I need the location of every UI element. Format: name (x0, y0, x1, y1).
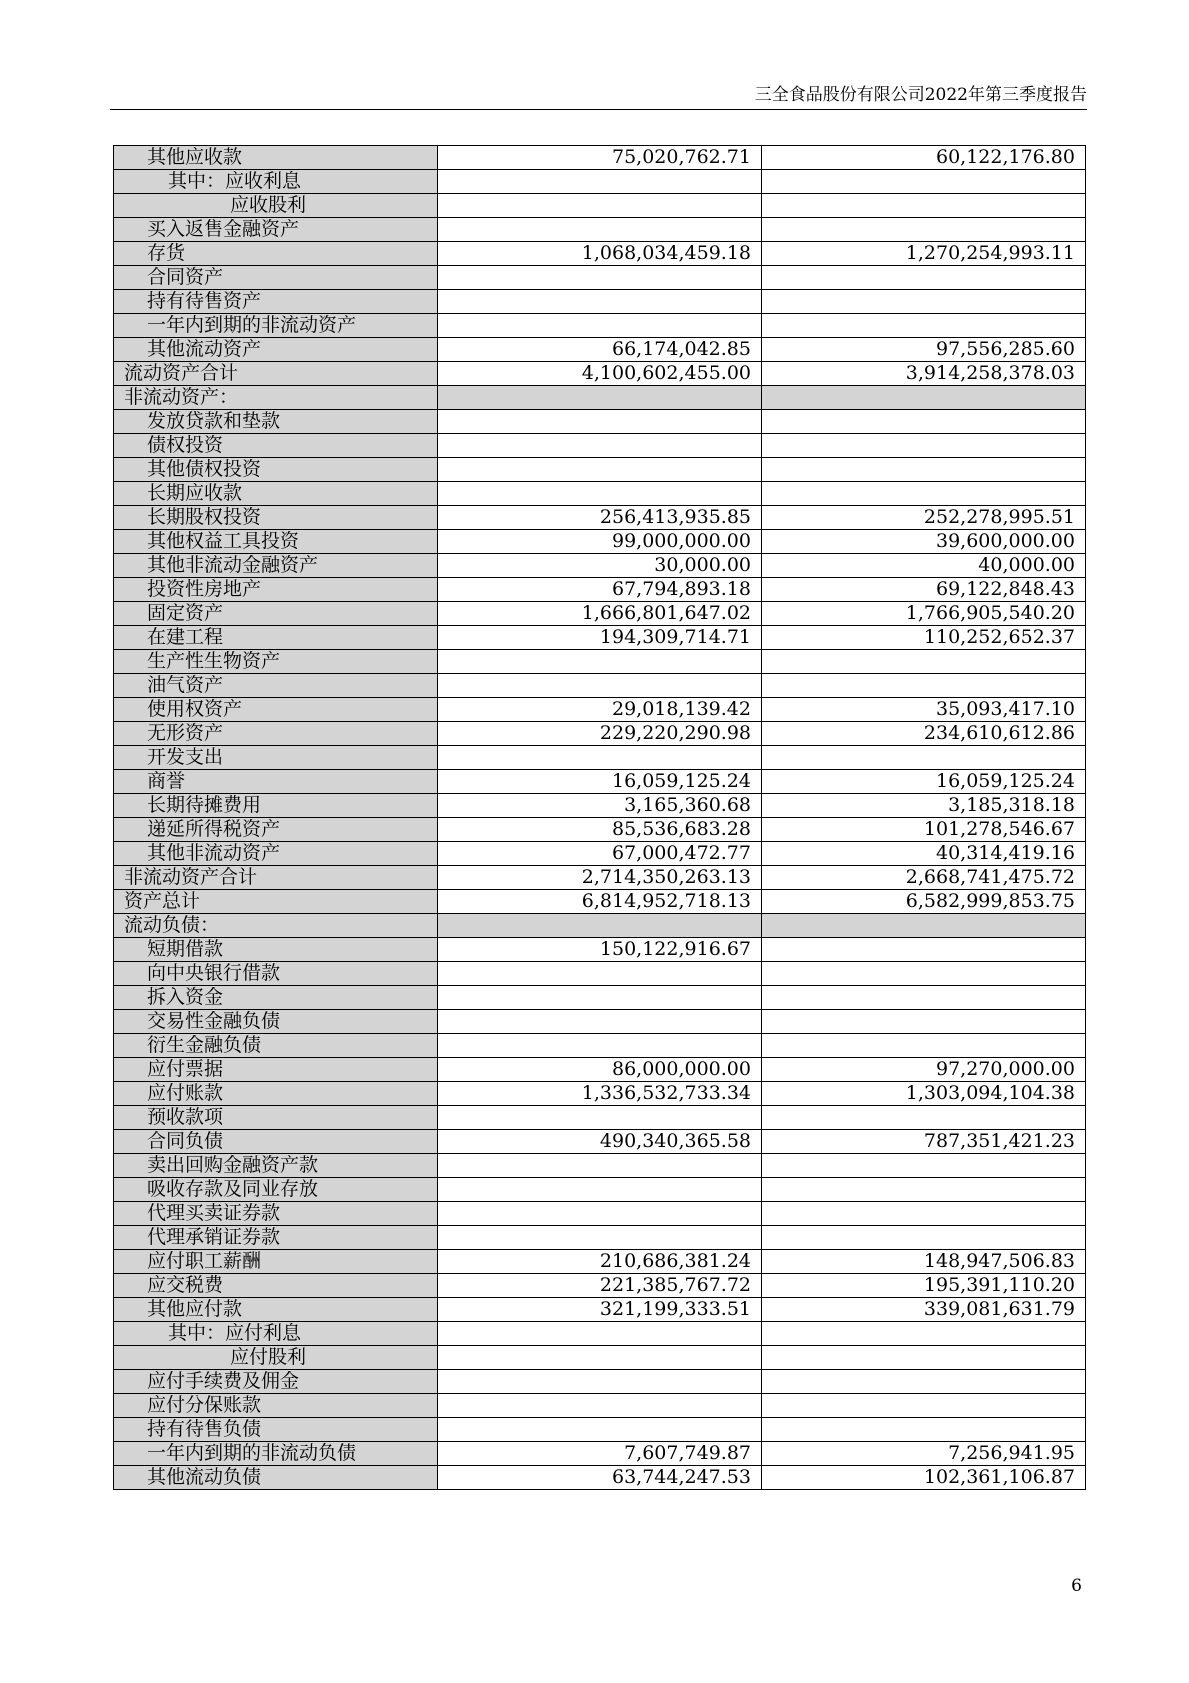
table-row (114, 194, 1086, 218)
prior-year-end-value (762, 266, 1086, 290)
period-end-value (438, 1178, 762, 1202)
table-row (114, 602, 1086, 626)
table-row (114, 1226, 1086, 1250)
period-end-value: 16,059,125.24 (438, 770, 762, 794)
period-end-value: 6,814,952,718.13 (438, 890, 762, 914)
prior-year-end-value (762, 938, 1086, 962)
row-label: 应付票据 (114, 1058, 438, 1082)
table-row (114, 746, 1086, 770)
row-label: 一年内到期的非流动负债 (114, 1442, 438, 1466)
table-row (114, 770, 1086, 794)
table-row (114, 458, 1086, 482)
table-row (114, 890, 1086, 914)
table-row (114, 818, 1086, 842)
table-row (114, 434, 1086, 458)
period-end-value (438, 1106, 762, 1130)
table-row (114, 338, 1086, 362)
table-row (114, 794, 1086, 818)
row-label: 合同资产 (114, 266, 438, 290)
row-label: 在建工程 (114, 626, 438, 650)
prior-year-end-value (762, 458, 1086, 482)
period-end-value: 194,309,714.71 (438, 626, 762, 650)
period-end-value (438, 314, 762, 338)
table-row (114, 1106, 1086, 1130)
row-label: 投资性房地产 (114, 578, 438, 602)
table-row (114, 962, 1086, 986)
period-end-value: 29,018,139.42 (438, 698, 762, 722)
prior-year-end-value (762, 290, 1086, 314)
row-label: 无形资产 (114, 722, 438, 746)
table-row (114, 626, 1086, 650)
row-label: 流动资产合计 (114, 362, 438, 386)
period-end-value: 221,385,767.72 (438, 1274, 762, 1298)
table-row (114, 578, 1086, 602)
table-row (114, 842, 1086, 866)
prior-year-end-value: 195,391,110.20 (762, 1274, 1086, 1298)
period-end-value (438, 266, 762, 290)
period-end-value (438, 434, 762, 458)
period-end-value (438, 410, 762, 434)
prior-year-end-value (762, 1394, 1086, 1418)
row-label: 其他权益工具投资 (114, 530, 438, 554)
period-end-value (438, 1418, 762, 1442)
period-end-value: 67,000,472.77 (438, 842, 762, 866)
row-label: 向中央银行借款 (114, 962, 438, 986)
table-row (114, 986, 1086, 1010)
table-row (114, 170, 1086, 194)
prior-year-end-value: 7,256,941.95 (762, 1442, 1086, 1466)
prior-year-end-value: 40,000.00 (762, 554, 1086, 578)
period-end-value: 66,174,042.85 (438, 338, 762, 362)
period-end-value: 150,122,916.67 (438, 938, 762, 962)
period-end-value: 86,000,000.00 (438, 1058, 762, 1082)
row-label: 使用权资产 (114, 698, 438, 722)
prior-year-end-value: 40,314,419.16 (762, 842, 1086, 866)
period-end-value: 99,000,000.00 (438, 530, 762, 554)
row-label: 生产性生物资产 (114, 650, 438, 674)
row-label: 长期应收款 (114, 482, 438, 506)
row-label: 其他债权投资 (114, 458, 438, 482)
row-label: 长期待摊费用 (114, 794, 438, 818)
prior-year-end-value (762, 914, 1086, 938)
prior-year-end-value (762, 1370, 1086, 1394)
period-end-value (438, 218, 762, 242)
table-row (114, 1154, 1086, 1178)
row-label: 一年内到期的非流动资产 (114, 314, 438, 338)
prior-year-end-value (762, 194, 1086, 218)
prior-year-end-value: 1,766,905,540.20 (762, 602, 1086, 626)
period-end-value (438, 1346, 762, 1370)
prior-year-end-value: 110,252,652.37 (762, 626, 1086, 650)
row-label: 存货 (114, 242, 438, 266)
period-end-value (438, 746, 762, 770)
prior-year-end-value (762, 674, 1086, 698)
row-label: 其他流动资产 (114, 338, 438, 362)
row-label: 其他非流动金融资产 (114, 554, 438, 578)
period-end-value: 256,413,935.85 (438, 506, 762, 530)
balance-sheet-body (114, 146, 1086, 1490)
row-label: 其他应收款 (114, 146, 438, 170)
period-end-value (438, 1034, 762, 1058)
row-label: 应付分保账款 (114, 1394, 438, 1418)
row-label: 其中：应收利息 (114, 170, 438, 194)
row-label: 合同负债 (114, 1130, 438, 1154)
table-row (114, 674, 1086, 698)
period-end-value (438, 458, 762, 482)
row-label: 应付手续费及佣金 (114, 1370, 438, 1394)
period-end-value (438, 1226, 762, 1250)
prior-year-end-value: 1,270,254,993.11 (762, 242, 1086, 266)
row-label: 预收款项 (114, 1106, 438, 1130)
table-row (114, 1370, 1086, 1394)
prior-year-end-value: 234,610,612.86 (762, 722, 1086, 746)
table-row (114, 1346, 1086, 1370)
table-row (114, 1322, 1086, 1346)
period-end-value: 1,068,034,459.18 (438, 242, 762, 266)
prior-year-end-value (762, 1154, 1086, 1178)
prior-year-end-value (762, 1418, 1086, 1442)
table-row (114, 1298, 1086, 1322)
prior-year-end-value: 60,122,176.80 (762, 146, 1086, 170)
row-label: 代理买卖证券款 (114, 1202, 438, 1226)
prior-year-end-value (762, 746, 1086, 770)
table-row (114, 722, 1086, 746)
table-row (114, 1058, 1086, 1082)
row-label: 固定资产 (114, 602, 438, 626)
table-row (114, 866, 1086, 890)
period-end-value (438, 290, 762, 314)
prior-year-end-value: 3,914,258,378.03 (762, 362, 1086, 386)
prior-year-end-value (762, 1034, 1086, 1058)
period-end-value: 321,199,333.51 (438, 1298, 762, 1322)
prior-year-end-value (762, 434, 1086, 458)
row-label: 长期股权投资 (114, 506, 438, 530)
prior-year-end-value: 16,059,125.24 (762, 770, 1086, 794)
table-section-row (114, 386, 1086, 410)
period-end-value (438, 1202, 762, 1226)
row-label: 非流动资产： (114, 386, 438, 410)
period-end-value (438, 170, 762, 194)
row-label: 衍生金融负债 (114, 1034, 438, 1058)
row-label: 非流动资产合计 (114, 866, 438, 890)
period-end-value (438, 194, 762, 218)
prior-year-end-value (762, 218, 1086, 242)
row-label: 债权投资 (114, 434, 438, 458)
table-row (114, 506, 1086, 530)
prior-year-end-value: 97,270,000.00 (762, 1058, 1086, 1082)
period-end-value (438, 386, 762, 410)
period-end-value (438, 674, 762, 698)
table-row (114, 1274, 1086, 1298)
table-row (114, 146, 1086, 170)
prior-year-end-value: 148,947,506.83 (762, 1250, 1086, 1274)
prior-year-end-value (762, 1106, 1086, 1130)
prior-year-end-value: 252,278,995.51 (762, 506, 1086, 530)
table-row (114, 410, 1086, 434)
period-end-value (438, 914, 762, 938)
period-end-value: 67,794,893.18 (438, 578, 762, 602)
period-end-value: 490,340,365.58 (438, 1130, 762, 1154)
prior-year-end-value (762, 1010, 1086, 1034)
table-row (114, 482, 1086, 506)
table-row (114, 242, 1086, 266)
row-label: 代理承销证券款 (114, 1226, 438, 1250)
prior-year-end-value (762, 1322, 1086, 1346)
row-label: 交易性金融负债 (114, 1010, 438, 1034)
row-label: 应付职工薪酬 (114, 1250, 438, 1274)
table-row (114, 290, 1086, 314)
table-row (114, 218, 1086, 242)
row-label: 应收股利 (114, 194, 438, 218)
table-row (114, 554, 1086, 578)
period-end-value (438, 650, 762, 674)
row-label: 持有待售负债 (114, 1418, 438, 1442)
table-row (114, 1466, 1086, 1490)
table-row (114, 1010, 1086, 1034)
table-row (114, 1418, 1086, 1442)
prior-year-end-value: 339,081,631.79 (762, 1298, 1086, 1322)
period-end-value: 7,607,749.87 (438, 1442, 762, 1466)
row-label: 资产总计 (114, 890, 438, 914)
row-label: 吸收存款及同业存放 (114, 1178, 438, 1202)
period-end-value: 85,536,683.28 (438, 818, 762, 842)
prior-year-end-value: 2,668,741,475.72 (762, 866, 1086, 890)
table-row (114, 1130, 1086, 1154)
period-end-value: 4,100,602,455.00 (438, 362, 762, 386)
period-end-value: 30,000.00 (438, 554, 762, 578)
prior-year-end-value: 97,556,285.60 (762, 338, 1086, 362)
prior-year-end-value: 69,122,848.43 (762, 578, 1086, 602)
prior-year-end-value: 102,361,106.87 (762, 1466, 1086, 1490)
row-label: 其中：应付利息 (114, 1322, 438, 1346)
table-row (114, 1034, 1086, 1058)
prior-year-end-value (762, 650, 1086, 674)
row-label: 流动负债： (114, 914, 438, 938)
prior-year-end-value (762, 1178, 1086, 1202)
period-end-value (438, 1154, 762, 1178)
period-end-value (438, 1370, 762, 1394)
period-end-value: 1,666,801,647.02 (438, 602, 762, 626)
table-row (114, 266, 1086, 290)
period-end-value: 75,020,762.71 (438, 146, 762, 170)
table-row (114, 1202, 1086, 1226)
period-end-value: 1,336,532,733.34 (438, 1082, 762, 1106)
row-label: 短期借款 (114, 938, 438, 962)
table-row (114, 1442, 1086, 1466)
period-end-value: 63,744,247.53 (438, 1466, 762, 1490)
table-section-row (114, 914, 1086, 938)
prior-year-end-value: 3,185,318.18 (762, 794, 1086, 818)
prior-year-end-value: 1,303,094,104.38 (762, 1082, 1086, 1106)
table-row (114, 1250, 1086, 1274)
period-end-value: 229,220,290.98 (438, 722, 762, 746)
row-label: 应付股利 (114, 1346, 438, 1370)
table-row (114, 314, 1086, 338)
table-row (114, 530, 1086, 554)
period-end-value (438, 962, 762, 986)
table-row (114, 938, 1086, 962)
prior-year-end-value (762, 410, 1086, 434)
row-label: 持有待售资产 (114, 290, 438, 314)
table-row (114, 1178, 1086, 1202)
row-label: 买入返售金融资产 (114, 218, 438, 242)
period-end-value (438, 986, 762, 1010)
prior-year-end-value (762, 170, 1086, 194)
prior-year-end-value: 787,351,421.23 (762, 1130, 1086, 1154)
header-divider (110, 109, 1087, 110)
period-end-value (438, 1010, 762, 1034)
row-label: 开发支出 (114, 746, 438, 770)
period-end-value: 210,686,381.24 (438, 1250, 762, 1274)
prior-year-end-value: 39,600,000.00 (762, 530, 1086, 554)
prior-year-end-value (762, 482, 1086, 506)
table-row (114, 1394, 1086, 1418)
prior-year-end-value (762, 1202, 1086, 1226)
prior-year-end-value: 35,093,417.10 (762, 698, 1086, 722)
prior-year-end-value (762, 986, 1086, 1010)
row-label: 应交税费 (114, 1274, 438, 1298)
row-label: 其他流动负债 (114, 1466, 438, 1490)
report-header-title: 三全食品股份有限公司2022年第三季度报告 (754, 85, 1087, 105)
prior-year-end-value (762, 962, 1086, 986)
row-label: 卖出回购金融资产款 (114, 1154, 438, 1178)
row-label: 应付账款 (114, 1082, 438, 1106)
row-label: 递延所得税资产 (114, 818, 438, 842)
balance-sheet-table (113, 145, 1086, 1490)
row-label: 发放贷款和垫款 (114, 410, 438, 434)
table-row (114, 1082, 1086, 1106)
table-row (114, 650, 1086, 674)
period-end-value (438, 1322, 762, 1346)
period-end-value (438, 1394, 762, 1418)
row-label: 其他应付款 (114, 1298, 438, 1322)
period-end-value: 3,165,360.68 (438, 794, 762, 818)
prior-year-end-value: 6,582,999,853.75 (762, 890, 1086, 914)
row-label: 拆入资金 (114, 986, 438, 1010)
table-row (114, 362, 1086, 386)
page-number: 6 (1071, 1576, 1082, 1596)
prior-year-end-value (762, 1346, 1086, 1370)
row-label: 油气资产 (114, 674, 438, 698)
prior-year-end-value (762, 1226, 1086, 1250)
row-label: 商誉 (114, 770, 438, 794)
period-end-value (438, 482, 762, 506)
row-label: 其他非流动资产 (114, 842, 438, 866)
table-row (114, 698, 1086, 722)
prior-year-end-value (762, 314, 1086, 338)
prior-year-end-value: 101,278,546.67 (762, 818, 1086, 842)
period-end-value: 2,714,350,263.13 (438, 866, 762, 890)
prior-year-end-value (762, 386, 1086, 410)
